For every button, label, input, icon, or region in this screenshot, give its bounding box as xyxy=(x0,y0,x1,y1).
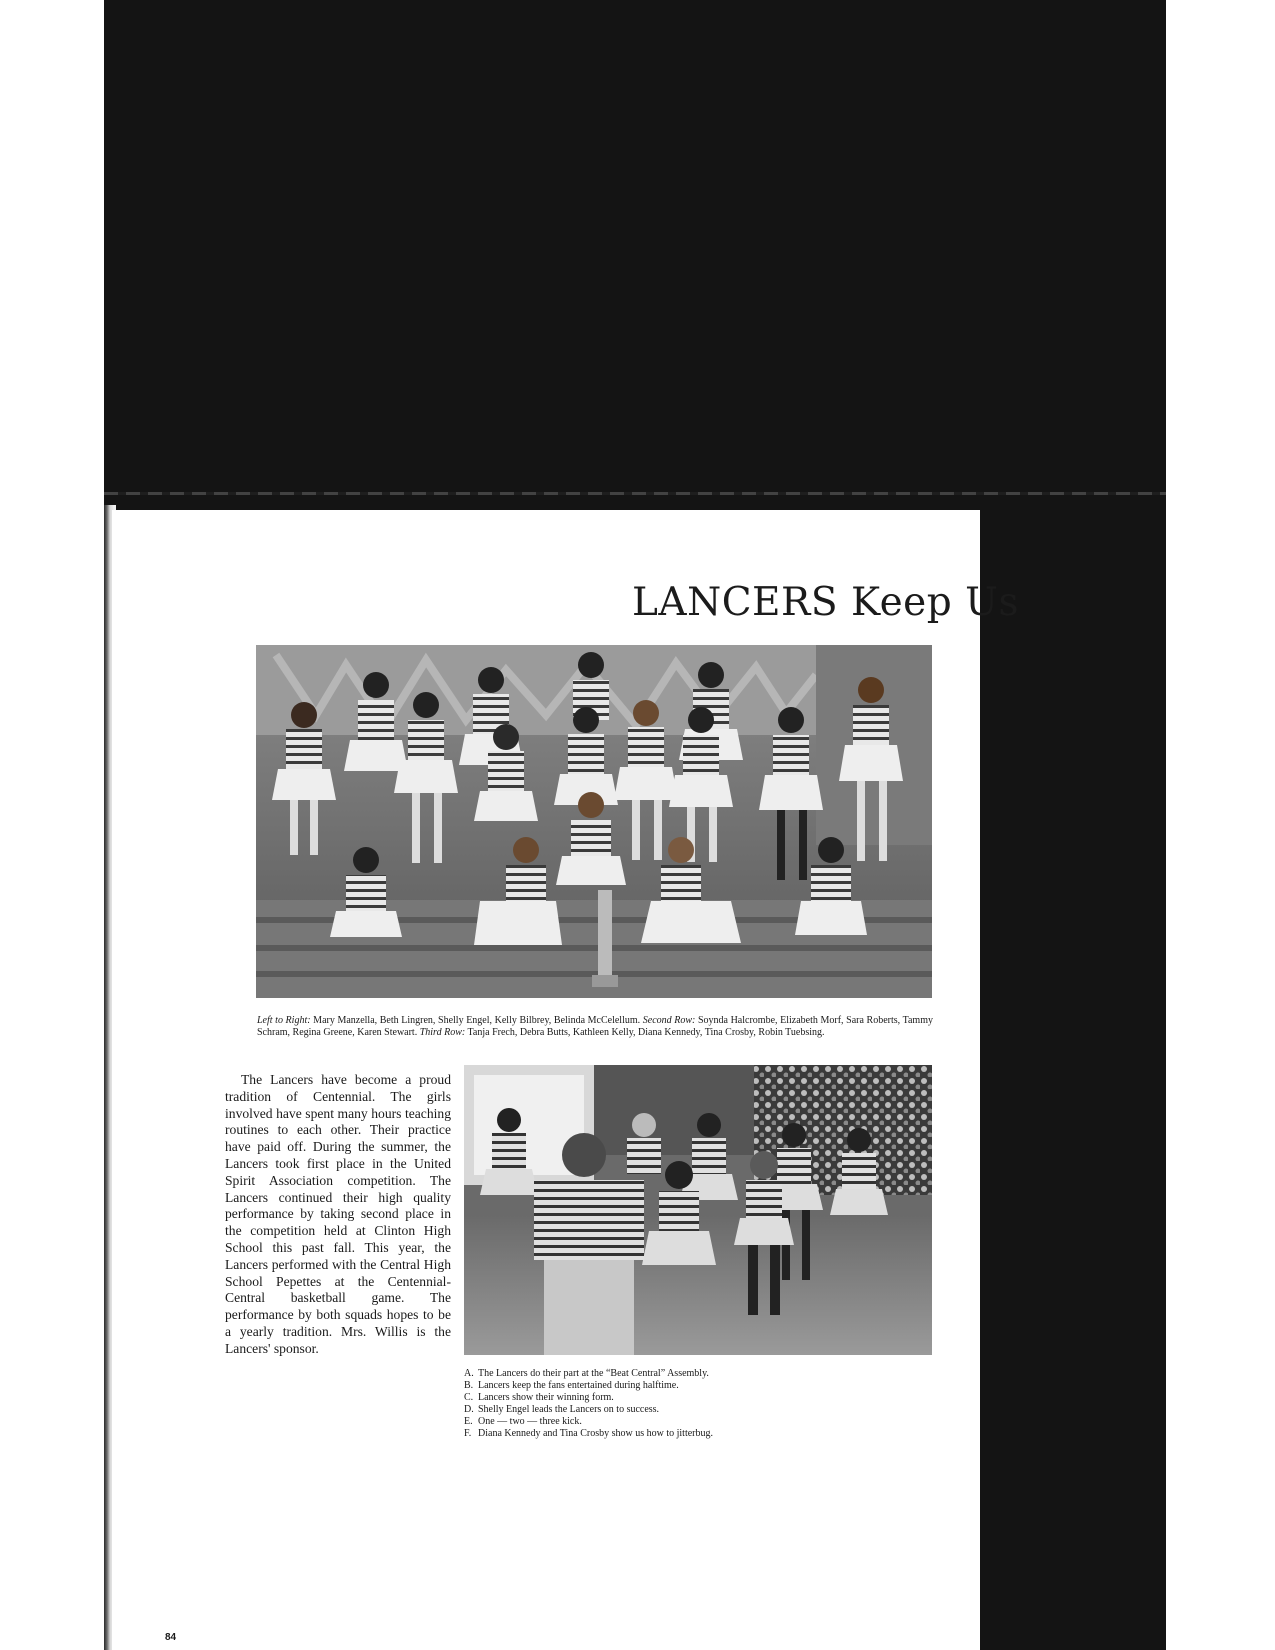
caption-letter: E. xyxy=(464,1416,473,1427)
caption-row-label: Second Row: xyxy=(642,1015,696,1026)
yearbook-page xyxy=(112,510,1019,1650)
article-body: The Lancers have become a proud tradition of Centennial. The girls involved have spent many hours teaching routines to each other. Their practice have paid off. During the summer, the Lancers took first place in the United Spirit Association competition. The Lancers continued their high quality performance by taking second place in the competition held at Clinton High School this past fall. This year, the Lancers performed with the Central High School Pepettes at the Centennial-Central basketball game. The performance by both squads hopes to be a yearly tradition. Mrs. Willis is the Lancers' sponsor. xyxy=(225,1072,451,1356)
page-number: 84 xyxy=(165,1632,177,1643)
caption-letter: F. xyxy=(464,1428,472,1439)
caption-letter: D. xyxy=(464,1404,474,1415)
caption-item xyxy=(464,1428,932,1440)
caption-row-label: Left to Right: xyxy=(257,1015,311,1026)
gym-photo xyxy=(464,1065,932,1355)
caption-text: Lancers keep the fans entertained during halftime. xyxy=(478,1380,679,1391)
caption-text: One — two — three kick. xyxy=(478,1416,582,1427)
team-photo-caption xyxy=(257,1015,933,1039)
caption-row-label: Third Row: xyxy=(419,1027,466,1038)
caption-text: The Lancers do their part at the “Beat Central” Assembly. xyxy=(478,1368,709,1379)
caption-names: Soynda Halcrombe, Elizabeth Morf, Sara Roberts, Tammy Schram, Regina Greene, Karen Stewart. xyxy=(257,1015,933,1038)
caption-letter: A. xyxy=(464,1368,474,1379)
gym-photo-image xyxy=(464,1065,932,1355)
caption-text: Shelly Engel leads the Lancers on to success. xyxy=(478,1404,660,1415)
caption-letter: B. xyxy=(464,1380,474,1391)
photo-captions xyxy=(464,1368,932,1440)
caption-letter: C. xyxy=(464,1392,474,1403)
caption-item xyxy=(464,1392,932,1404)
team-photo xyxy=(256,645,932,998)
caption-item xyxy=(464,1380,932,1392)
caption-names: Mary Manzella, Beth Lingren, Shelly Engel, Kelly Bilbrey, Belinda McCelellum. xyxy=(310,1015,643,1026)
caption-text: Diana Kennedy and Tina Crosby show us how to jitterbug. xyxy=(478,1428,713,1439)
caption-text: Lancers show their winning form. xyxy=(478,1392,614,1403)
team-photo-image xyxy=(256,645,932,998)
caption-names: Tanja Frech, Debra Butts, Kathleen Kelly, Diana Kennedy, Tina Crosby, Robin Tuebsing. xyxy=(465,1027,825,1038)
caption-item xyxy=(464,1368,932,1380)
page-title: LANCERS Keep Us xyxy=(632,580,1019,625)
caption-item xyxy=(464,1416,932,1428)
caption-item xyxy=(464,1404,932,1416)
